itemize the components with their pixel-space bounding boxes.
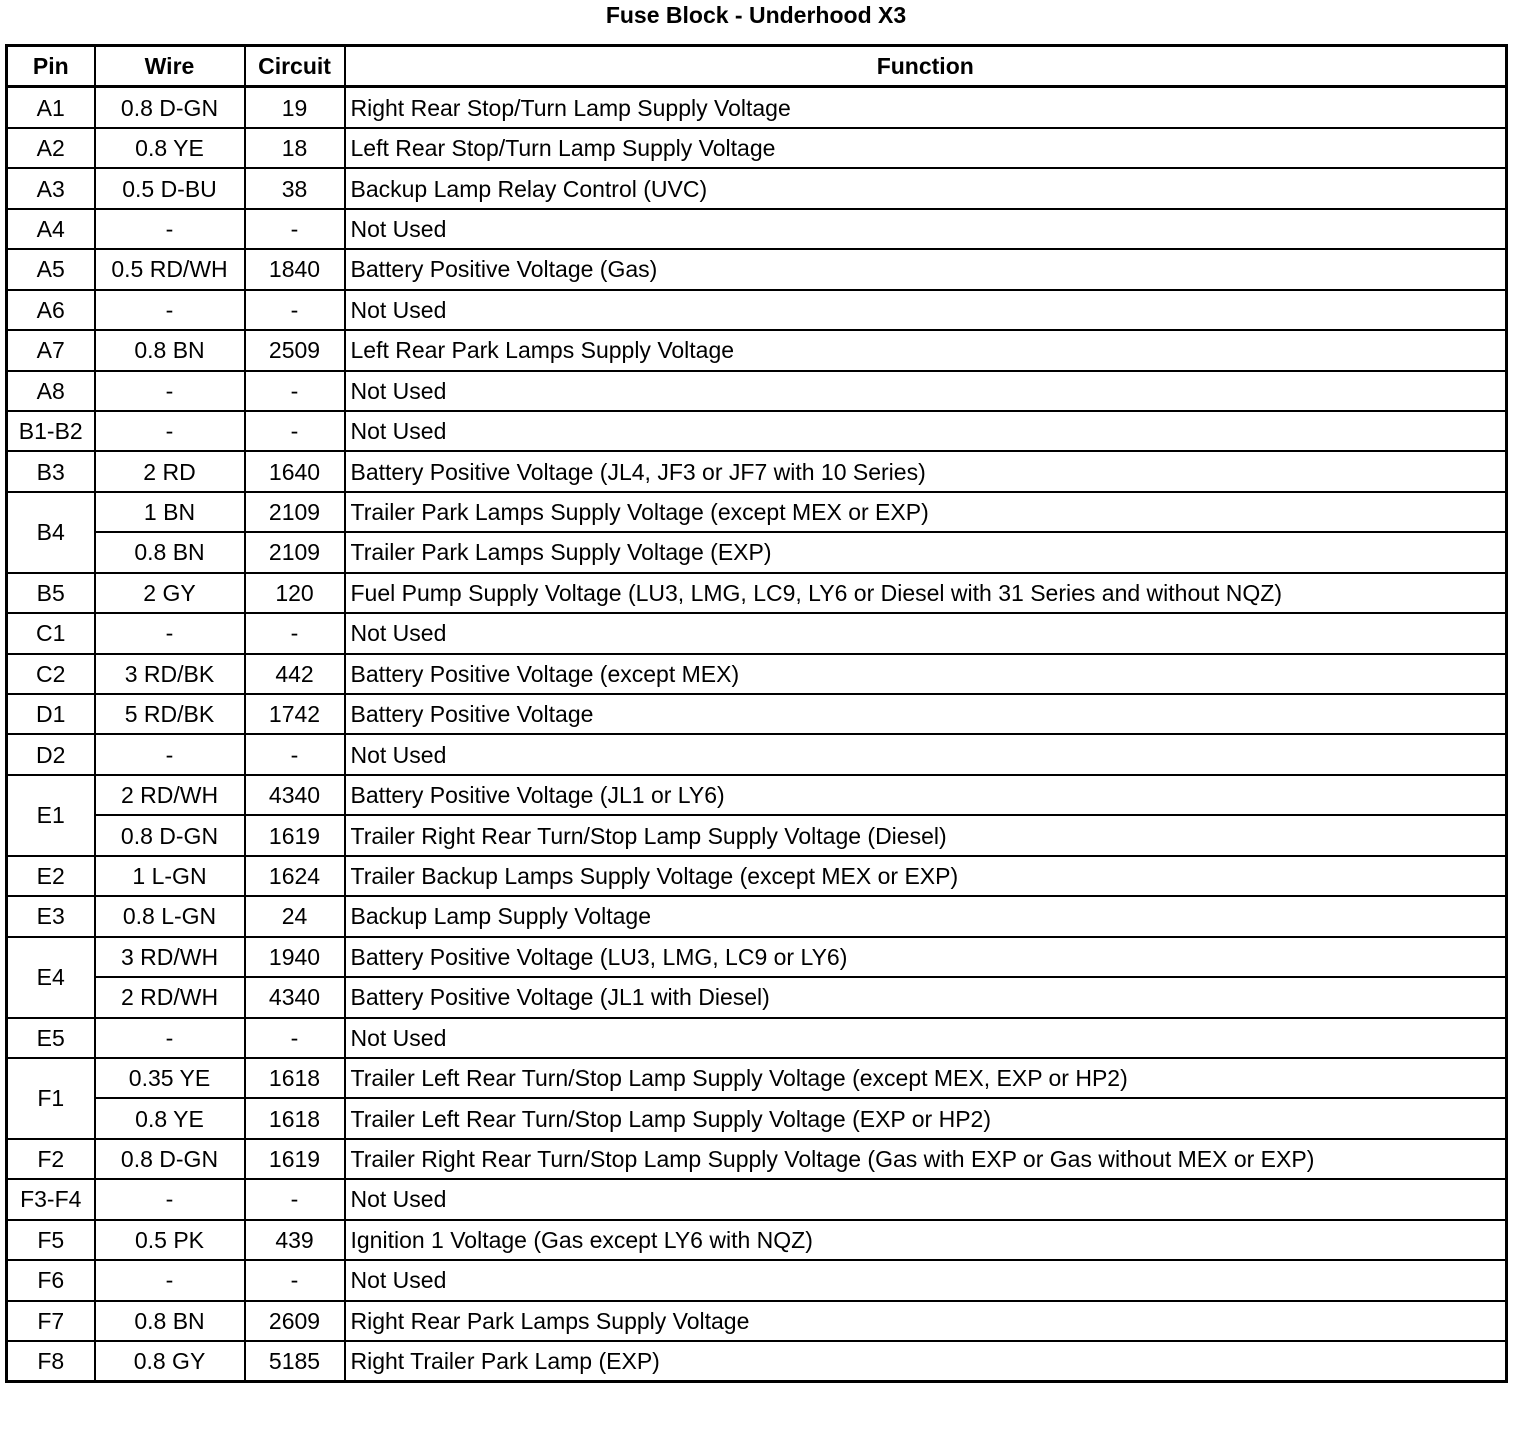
wire-cell: 0.35 YE [95,1058,245,1098]
wire-cell: 2 RD/WH [95,977,245,1017]
pin-cell: C2 [7,654,95,694]
function-cell: Right Rear Stop/Turn Lamp Supply Voltage [345,87,1507,128]
wire-cell: 5 RD/BK [95,694,245,734]
pin-cell: B1-B2 [7,411,95,451]
table-row [7,371,1507,411]
table-row [7,1301,1507,1341]
circuit-cell: - [245,371,345,411]
circuit-cell: 5185 [245,1341,345,1382]
function-cell: Backup Lamp Relay Control (UVC) [345,168,1507,208]
pin-cell: D1 [7,694,95,734]
pin-cell: A2 [7,128,95,168]
table-row [7,1058,1507,1098]
circuit-cell: 2509 [245,330,345,370]
table-row [7,1098,1507,1138]
circuit-cell: 1624 [245,856,345,896]
pin-cell: D2 [7,734,95,774]
function-cell: Not Used [345,613,1507,653]
function-cell: Trailer Left Rear Turn/Stop Lamp Supply Voltage (EXP or HP2) [345,1098,1507,1138]
table-row [7,694,1507,734]
pin-cell: F6 [7,1260,95,1300]
function-cell: Battery Positive Voltage (except MEX) [345,654,1507,694]
wire-cell: 2 RD/WH [95,775,245,815]
pin-cell: E1 [7,775,95,856]
table-row [7,937,1507,977]
table-row [7,775,1507,815]
function-cell: Left Rear Stop/Turn Lamp Supply Voltage [345,128,1507,168]
pin-cell: F3-F4 [7,1179,95,1219]
header-row [7,46,1507,87]
function-cell: Trailer Park Lamps Supply Voltage (EXP) [345,532,1507,572]
wire-cell: 0.8 BN [95,1301,245,1341]
wire-cell: 1 BN [95,492,245,532]
table-row [7,1018,1507,1058]
wire-cell: 2 GY [95,573,245,613]
circuit-cell: 4340 [245,977,345,1017]
table-row [7,451,1507,491]
table-row [7,128,1507,168]
pin-cell: B3 [7,451,95,491]
table-row [7,1260,1507,1300]
circuit-cell: - [245,1179,345,1219]
function-cell: Not Used [345,371,1507,411]
circuit-cell: 38 [245,168,345,208]
circuit-cell: 439 [245,1220,345,1260]
function-cell: Not Used [345,1179,1507,1219]
pin-cell: F5 [7,1220,95,1260]
pin-cell: A3 [7,168,95,208]
table-row [7,815,1507,855]
pin-cell: F1 [7,1058,95,1139]
wire-cell: - [95,371,245,411]
table-row [7,330,1507,370]
circuit-cell: 1742 [245,694,345,734]
table-row [7,856,1507,896]
wire-cell: 3 RD/WH [95,937,245,977]
circuit-cell: 1619 [245,815,345,855]
function-cell: Ignition 1 Voltage (Gas except LY6 with NQZ) [345,1220,1507,1260]
function-cell: Right Trailer Park Lamp (EXP) [345,1341,1507,1382]
wire-cell: - [95,290,245,330]
table-row [7,532,1507,572]
function-cell: Right Rear Park Lamps Supply Voltage [345,1301,1507,1341]
pin-cell: E4 [7,937,95,1018]
function-cell: Battery Positive Voltage (Gas) [345,249,1507,289]
table-row [7,977,1507,1017]
circuit-cell: 2109 [245,532,345,572]
wire-cell: - [95,411,245,451]
circuit-cell: 1840 [245,249,345,289]
table-row [7,734,1507,774]
pin-cell: C1 [7,613,95,653]
circuit-cell: 1618 [245,1058,345,1098]
wire-cell: - [95,1179,245,1219]
function-cell: Not Used [345,734,1507,774]
circuit-cell: 1618 [245,1098,345,1138]
function-cell: Trailer Right Rear Turn/Stop Lamp Supply Voltage (Diesel) [345,815,1507,855]
pin-cell: E5 [7,1018,95,1058]
circuit-cell: 120 [245,573,345,613]
wire-cell: 0.5 D-BU [95,168,245,208]
wire-cell: 0.8 L-GN [95,896,245,936]
pin-cell: A7 [7,330,95,370]
pin-cell: B4 [7,492,95,573]
table-row [7,411,1507,451]
function-cell: Battery Positive Voltage (JL4, JF3 or JF7 with 10 Series) [345,451,1507,491]
connector-table [5,44,1508,1383]
function-cell: Not Used [345,209,1507,249]
table-row [7,87,1507,128]
wire-cell: 2 RD [95,451,245,491]
table-row [7,290,1507,330]
table-row [7,1220,1507,1260]
wire-cell: 0.8 BN [95,532,245,572]
wire-cell: - [95,613,245,653]
circuit-cell: 1940 [245,937,345,977]
pin-cell: A8 [7,371,95,411]
table-row [7,1139,1507,1179]
table-row [7,209,1507,249]
pin-header: Pin [7,46,95,87]
circuit-cell: 1619 [245,1139,345,1179]
circuit-cell: 442 [245,654,345,694]
pin-cell: A6 [7,290,95,330]
function-cell: Battery Positive Voltage (JL1 with Diesel) [345,977,1507,1017]
pin-cell: F2 [7,1139,95,1179]
pin-cell: F7 [7,1301,95,1341]
wire-cell: 0.8 D-GN [95,1139,245,1179]
circuit-cell: - [245,411,345,451]
function-cell: Not Used [345,290,1507,330]
pin-cell: B5 [7,573,95,613]
table-row [7,654,1507,694]
circuit-cell: 2609 [245,1301,345,1341]
wire-cell: 0.5 PK [95,1220,245,1260]
circuit-cell: - [245,1260,345,1300]
table-body [7,87,1507,1382]
table-row [7,249,1507,289]
pin-cell: A1 [7,87,95,128]
wire-cell: 0.8 BN [95,330,245,370]
circuit-cell: - [245,613,345,653]
wire-cell: 0.8 YE [95,1098,245,1138]
wire-header: Wire [95,46,245,87]
function-header: Function [345,46,1507,87]
circuit-cell: - [245,209,345,249]
function-cell: Not Used [345,1260,1507,1300]
wire-cell: 0.8 GY [95,1341,245,1382]
wire-cell: 1 L-GN [95,856,245,896]
table-row [7,613,1507,653]
wire-cell: 0.8 D-GN [95,815,245,855]
circuit-cell: 24 [245,896,345,936]
wire-cell: 0.8 D-GN [95,87,245,128]
circuit-cell: 18 [245,128,345,168]
pin-cell: A4 [7,209,95,249]
table-row [7,1179,1507,1219]
pin-cell: F8 [7,1341,95,1382]
circuit-cell: 19 [245,87,345,128]
wire-cell: - [95,1260,245,1300]
function-cell: Trailer Park Lamps Supply Voltage (except MEX or EXP) [345,492,1507,532]
circuit-cell: - [245,290,345,330]
function-cell: Trailer Left Rear Turn/Stop Lamp Supply Voltage (except MEX, EXP or HP2) [345,1058,1507,1098]
table-title: Fuse Block - Underhood X3 [605,2,907,28]
function-cell: Backup Lamp Supply Voltage [345,896,1507,936]
circuit-cell: - [245,1018,345,1058]
function-cell: Battery Positive Voltage (JL1 or LY6) [345,775,1507,815]
table-row [7,573,1507,613]
function-cell: Trailer Backup Lamps Supply Voltage (except MEX or EXP) [345,856,1507,896]
pin-cell: A5 [7,249,95,289]
wire-cell: - [95,209,245,249]
pin-cell: E3 [7,896,95,936]
wire-cell: 0.5 RD/WH [95,249,245,289]
function-cell: Fuel Pump Supply Voltage (LU3, LMG, LC9, LY6 or Diesel with 31 Series and without NQZ) [345,573,1507,613]
function-cell: Trailer Right Rear Turn/Stop Lamp Supply Voltage (Gas with EXP or Gas without MEX or EXP) [345,1139,1507,1179]
wire-cell: 0.8 YE [95,128,245,168]
function-cell: Not Used [345,411,1507,451]
circuit-header: Circuit [245,46,345,87]
table-row [7,896,1507,936]
table-row [7,492,1507,532]
function-cell: Battery Positive Voltage (LU3, LMG, LC9 or LY6) [345,937,1507,977]
circuit-cell: 4340 [245,775,345,815]
table-row [7,1341,1507,1382]
table-row [7,168,1507,208]
function-cell: Battery Positive Voltage [345,694,1507,734]
function-cell: Left Rear Park Lamps Supply Voltage [345,330,1507,370]
circuit-cell: 2109 [245,492,345,532]
circuit-cell: 1640 [245,451,345,491]
wire-cell: 3 RD/BK [95,654,245,694]
pin-cell: E2 [7,856,95,896]
function-cell: Not Used [345,1018,1507,1058]
wire-cell: - [95,1018,245,1058]
wire-cell: - [95,734,245,774]
circuit-cell: - [245,734,345,774]
